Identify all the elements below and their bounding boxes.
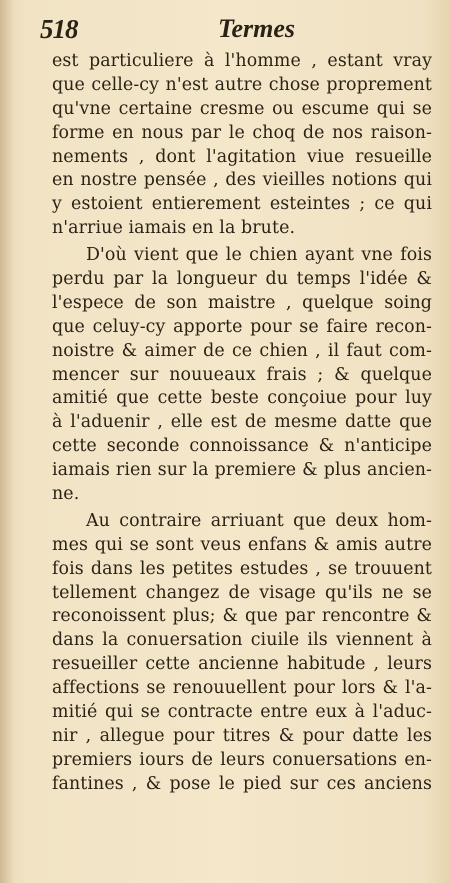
text-line: reconoissent plus; & que par rencontre &	[52, 606, 432, 627]
paragraph-2	[52, 244, 432, 507]
text-line: amitié que cette beste conçoiue pour luy	[52, 388, 432, 409]
text-line: mes qui se sont veus enfans & amis autre	[52, 534, 432, 555]
body-text	[52, 50, 432, 797]
text-line: tellement changez de visage qu'ils ne se	[52, 582, 432, 603]
text-line: fois dans les petites estudes , se trouuent	[52, 558, 432, 579]
text-line: cette seconde connoissance & n'anticipe	[52, 436, 432, 457]
text-line: nir , allegue pour titres & pour datte les	[52, 725, 432, 746]
binding-shadow	[0, 0, 14, 883]
page-header	[40, 14, 430, 46]
text-line: Au contraire arriuant que deux hom-	[86, 510, 432, 531]
text-line: iamais rien sur la premiere & plus ancien-	[52, 460, 432, 481]
text-line: perdu par la longueur du temps l'idée &	[52, 269, 432, 290]
text-line: premiers iours de leurs conuersations en-	[52, 749, 432, 770]
text-line: à l'aduenir , elle est de mesme datte que	[52, 412, 432, 433]
text-line: resueiller cette ancienne habitude , leurs	[52, 654, 432, 675]
text-line: noistre & aimer de ce chien , il faut com-	[52, 340, 432, 361]
text-line: D'où vient que le chien ayant vne fois	[86, 245, 432, 266]
text-line: n'arriue iamais en la brute.	[52, 218, 296, 239]
text-line: nements , dont l'agitation viue resueille	[52, 146, 432, 167]
text-line: ne.	[52, 484, 80, 505]
text-line: que celle-cy n'est autre chose proprement	[52, 74, 432, 95]
text-line: fantines , & pose le pied sur ces anciens	[52, 773, 432, 794]
text-line: y estoient entierement esteintes ; ce qui	[52, 194, 432, 215]
text-line: est particuliere à l'homme , estant vray	[52, 51, 432, 71]
text-line: forme en nous par le choq de nos raison-	[52, 122, 432, 143]
text-line: mencer sur nouueaux frais ; & quelque	[52, 364, 432, 385]
paragraph-3	[52, 510, 432, 797]
page-number: 518	[40, 14, 78, 44]
running-head: Termes	[218, 14, 296, 43]
paragraph-1	[52, 50, 432, 241]
text-line: dans la conuersation ciuile ils viennent à	[52, 630, 432, 651]
text-line: en nostre pensée , des vieilles notions qui	[52, 170, 432, 191]
text-line: mitié qui se contracte entre eux à l'aduc-	[52, 702, 432, 723]
text-line: que celuy-cy apporte pour se faire recon-	[52, 316, 432, 337]
text-line: affections se renouuellent pour lors & l'a-	[52, 678, 432, 699]
text-line: l'espece de son maistre , quelque soing	[52, 292, 432, 313]
text-line: qu'vne certaine cresme ou escume qui se	[52, 98, 432, 119]
